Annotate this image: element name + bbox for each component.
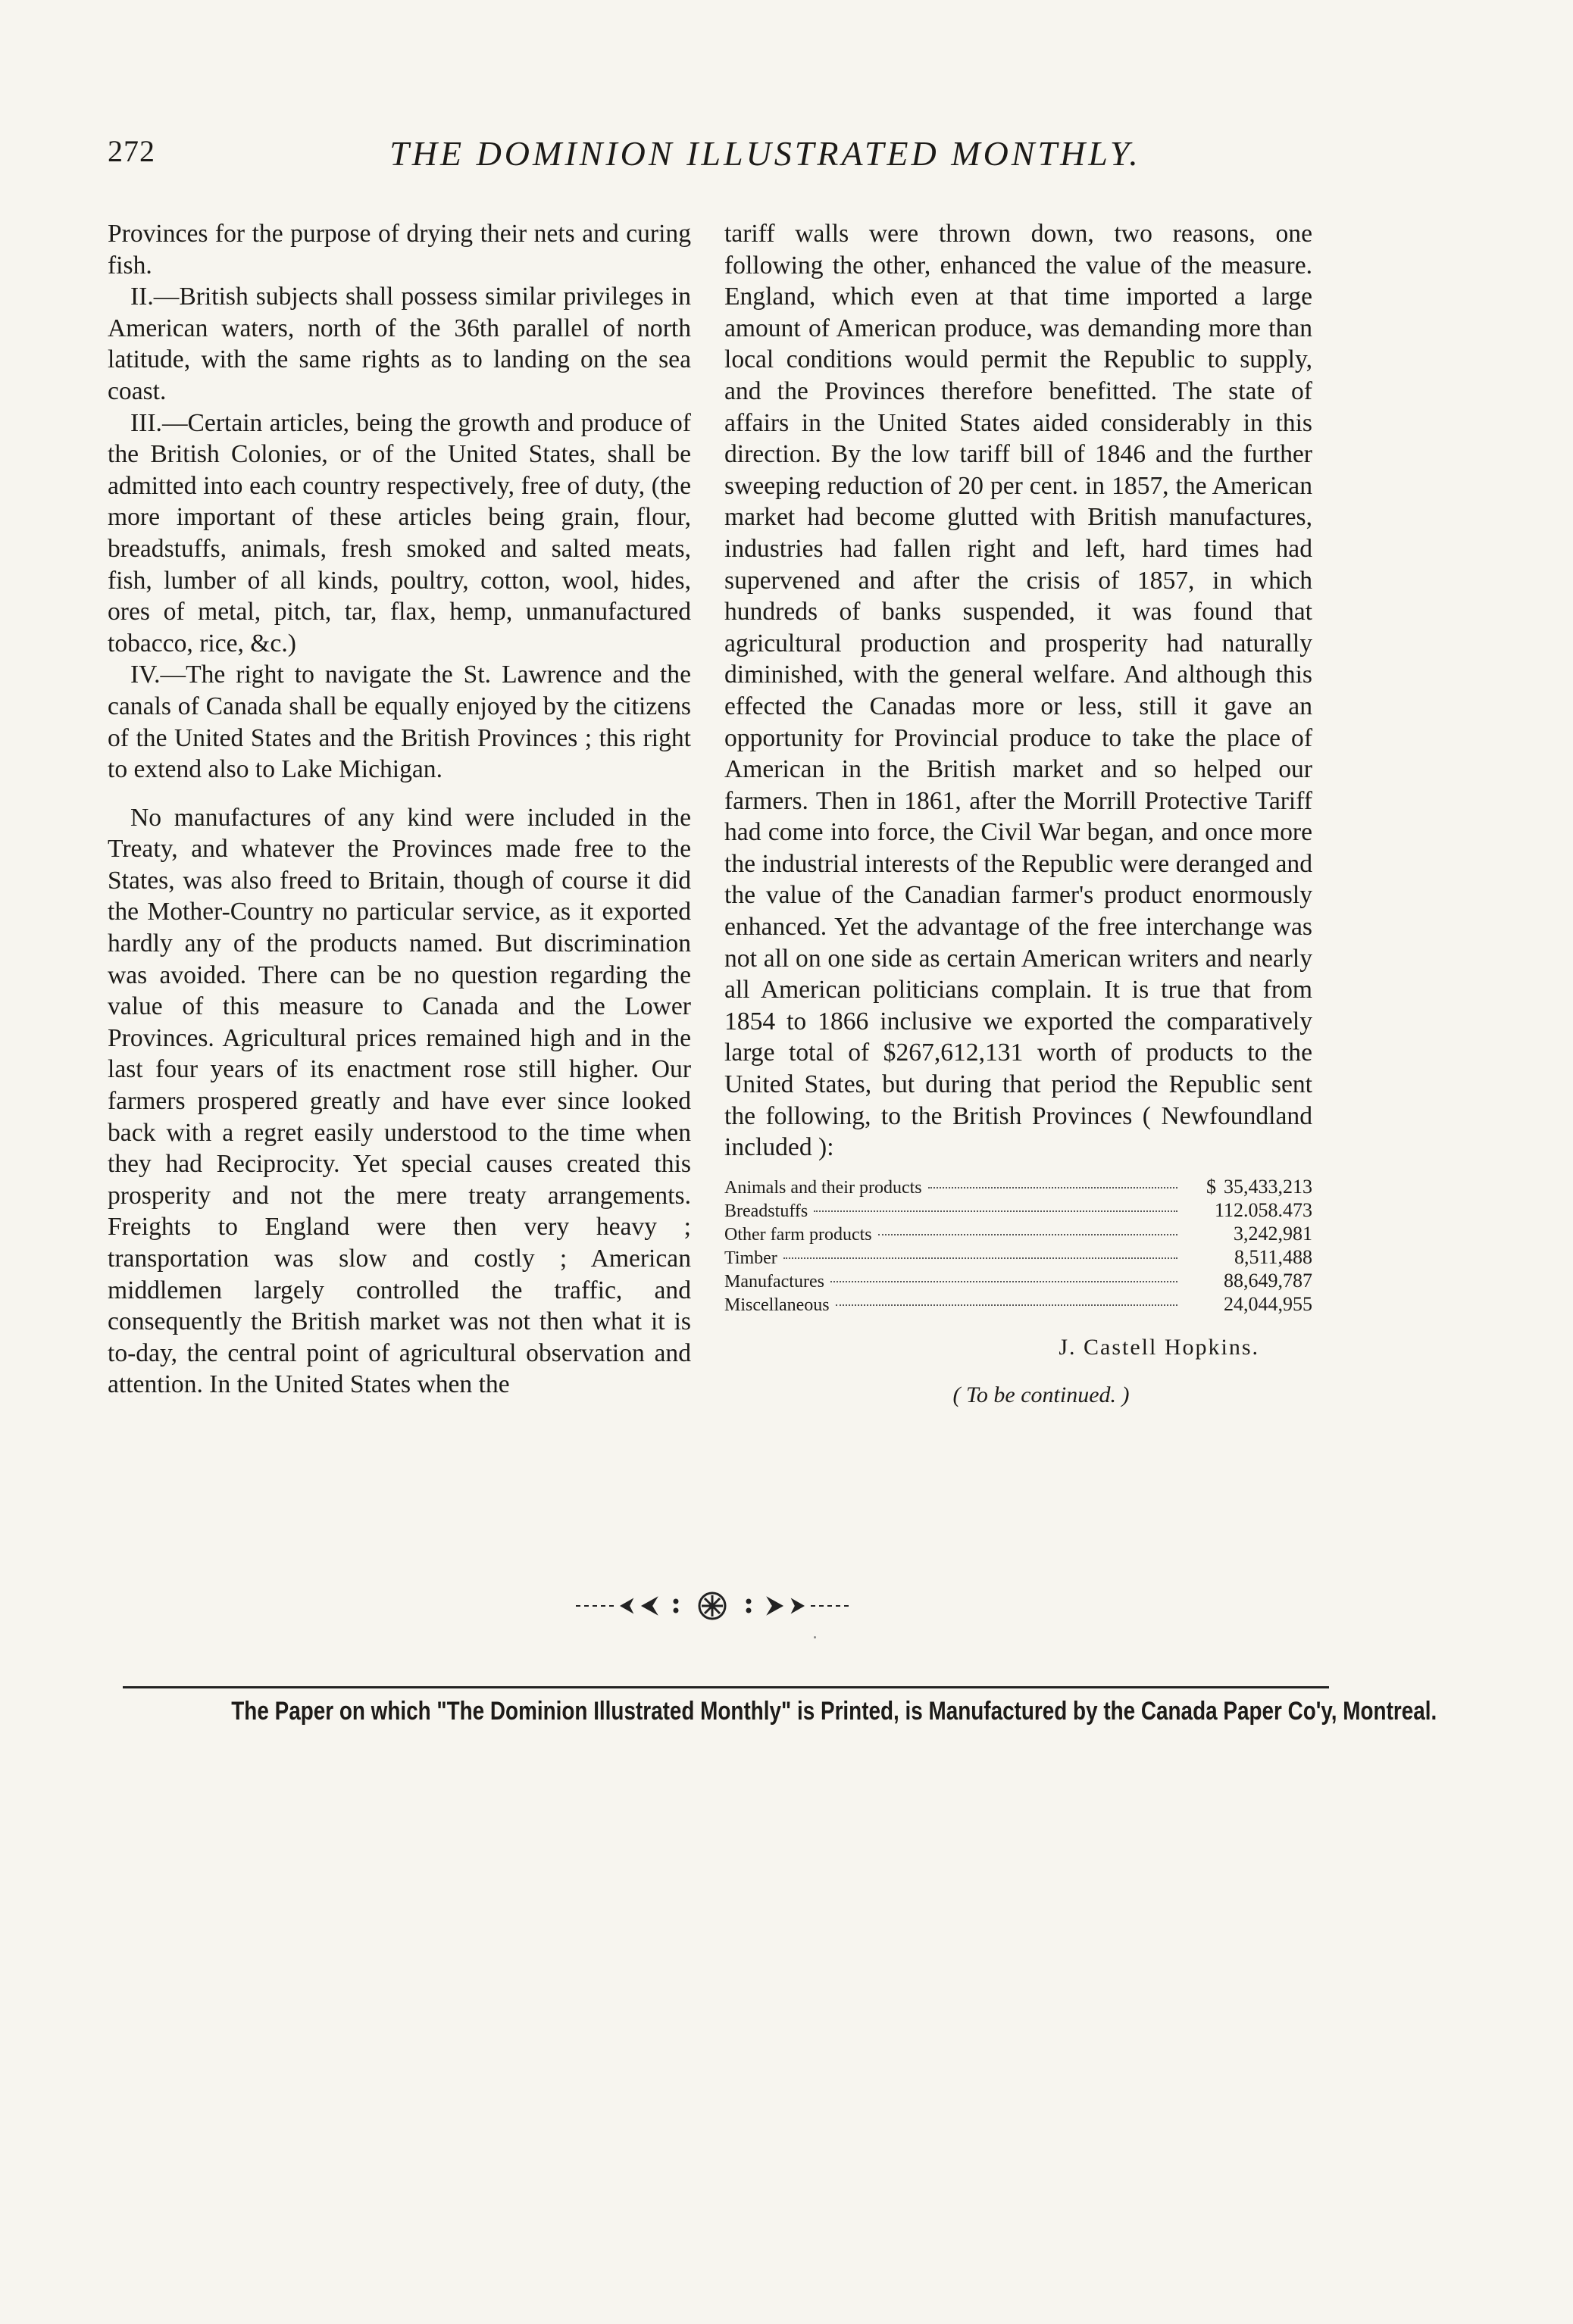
page-number: 272 [108,134,155,168]
paragraph: IV.—The right to navigate the St. Lawrence and the canals of Canada shall be equally enjoyed by the citizens of the United States and the British Provinces ; this right to extend also to Lake Michigan. [108,661,691,784]
dot-leader [878,1234,1177,1235]
print-speck [814,1636,816,1638]
footer-rule [123,1686,1329,1688]
dot-leader [830,1281,1177,1282]
footer-notice: The Paper on which "The Dominion Illustrated Monthly" is Printed, is Manufactured by the Canada Paper Co'y, Montreal. [231,1697,1437,1726]
dot-leader [928,1187,1177,1189]
left-column [108,218,691,1401]
paragraph: tariff walls were thrown down, two reasons, one following the other, enhanced the value of the measure. England, which even at that time imported a large amount of American produce, was demanding more than local conditions would permit the Republic to supply, and the Provinces therefore benefitted. The state of affairs in the United States aided considerably in this direction. By the low tariff bill of 1846 and the further sweeping reduction of 20 per cent. in 1857, the American market had become glutted with British manufactures, industries had fallen right and left, hard times had supervened and after the crisis of 1857, in which hundreds of banks suspended, it was found that agricultural production and prosperity had naturally diminished, with the general welfare. And although this effected the Canadas more or less, still it gave an opportunity for Provincial produce to take the place of American in the British market and so helped our farmers. Then in 1861, after the Morrill Protective Tariff had come into force, the Civil War began, and once more the industrial interests of the Republic were deranged and the value of the Canadian farmer's product enormously enhanced. Yet the advantage of the free interchange was not all on one side as certain American writers and nearly all American politicians complain. It is true that from 1854 to 1866 inclusive we exported the comparatively large total of $267,612,131 worth of products to the United States, but during that period the Republic sent the following, to the British Provinces ( Newfoundland included ): [724,220,1312,1162]
stat-value: 3,242,981 [1234,1222,1312,1245]
stat-label: Miscellaneous [724,1295,830,1315]
paragraph: III.—Certain articles, being the growth and produce of the British Colonies, or of the United States, shall be admitted into each country respectively, free of duty, (the more important of these articles being grain, flour, breadstuffs, animals, fresh smoked and salted meats, fish, lumber of all kinds, poultry, cotton, wool, hides, ores of metal, pitch, tar, flax, hemp, unmanufactured tobacco, rice, &c.) [108,408,691,658]
stat-value: 88,649,787 [1224,1269,1312,1292]
dot-leader [836,1304,1177,1306]
stat-label: Other farm products [724,1224,872,1245]
author-signature: J. Castell Hopkins. [1059,1334,1259,1360]
dot-leader [783,1257,1177,1259]
paragraph: II.—British subjects shall possess similar privileges in American waters, north of the 36th parallel of north latitude, with the same rights as to landing on the sea coast. [108,283,691,405]
paragraph: No manufactures of any kind were included in the Treaty, and whatever the Provinces made free to the States, was also freed to Britain, though of course it did the Mother-Country no particular service, as it exported hardly any of the products named. But discrimination was avoided. There can be no question regarding the value of this measure to Canada and the Lower Provinces. Agricultural prices remained high and in the last four years of its enactment rose still higher. Our farmers prospered greatly and have ever since looked back with a regret easily understood to the time when they had Reciprocity. Yet special causes created this prosperity and not the mere treaty arrangements. Freights to England were then very heavy ; transportation was slow and costly ; American middlemen largely controlled the traffic, and consequently the British market was not then what it is to-day, the central point of agricultural observation and attention. In the United States when the [108,803,691,1399]
table-row [724,1223,1312,1246]
export-statistics-table [724,1176,1312,1317]
continued-note: ( To be continued. ) [952,1382,1130,1408]
right-column [724,218,1312,1411]
stat-label: Manufactures [724,1271,824,1292]
table-row [724,1199,1312,1223]
dot-leader [814,1210,1177,1212]
decorative-fleuron-icon [576,1591,849,1621]
table-row [724,1246,1312,1270]
stat-value: 112.058.473 [1214,1198,1312,1221]
paragraph: Provinces for the purpose of drying their nets and curing fish. [108,220,691,280]
stat-label: Animals and their products [724,1177,922,1198]
stat-value: 8,511,488 [1234,1245,1312,1268]
table-row [724,1176,1312,1199]
running-title: THE DOMINION ILLUSTRATED MONTHLY. [389,134,1141,173]
stat-label: Timber [724,1248,777,1268]
currency-sign: $ [1206,1175,1216,1198]
page-header [0,133,1573,186]
table-row [724,1270,1312,1293]
stat-value: $ 35,433,213 [1206,1175,1312,1198]
stat-label: Breadstuffs [724,1201,808,1221]
stat-value: 24,044,955 [1224,1292,1312,1315]
table-row [724,1293,1312,1317]
